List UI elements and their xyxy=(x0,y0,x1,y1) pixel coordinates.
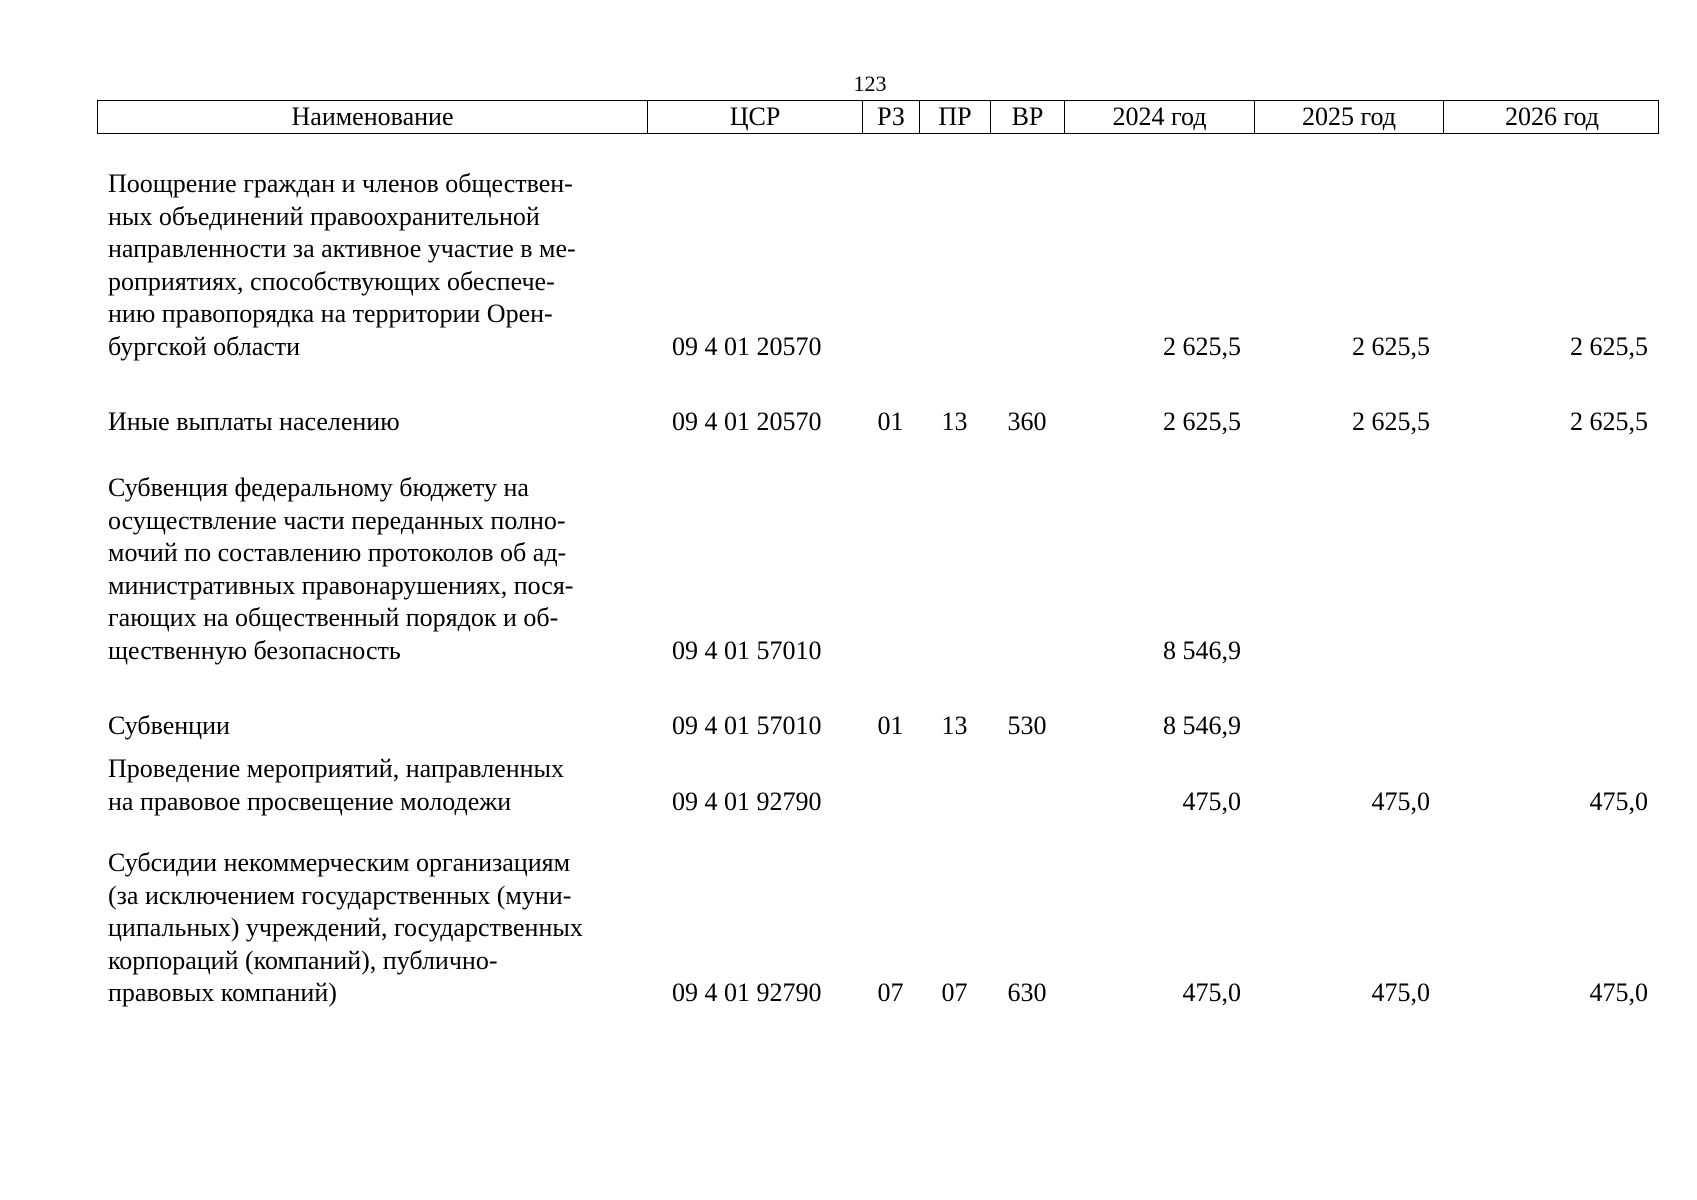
row-2026: 2 625,5 xyxy=(1570,331,1648,361)
row-vr: 630 xyxy=(1007,978,1047,1008)
row-pr: 07 xyxy=(941,978,968,1008)
header-vr: ВР xyxy=(991,101,1065,133)
table-header xyxy=(97,100,1659,134)
row-2024: 8 546,9 xyxy=(1163,711,1241,740)
row-vr: 360 xyxy=(1007,407,1047,436)
row-name: Субвенции xyxy=(108,711,230,740)
row-csr: 09 4 01 20570 xyxy=(672,331,822,361)
row-name: Проведение мероприятий, направленных на правовое просвещение молодежи xyxy=(108,754,565,816)
row-2026: 475,0 xyxy=(1589,978,1648,1008)
row-2025: 2 625,5 xyxy=(1352,407,1430,436)
row-rz: 01 xyxy=(877,407,904,436)
row-name: Субсидии некоммерческим организациям (за исключением государственных (муни- ципальных) учреждений, государственных корпораций (компаний), публично- правовых компаний) xyxy=(108,848,583,1008)
row-name: Иные выплаты населению xyxy=(108,407,400,436)
row-2024: 8 546,9 xyxy=(1163,635,1241,665)
header-2025: 2025 год xyxy=(1255,101,1444,133)
row-2025: 475,0 xyxy=(1371,786,1430,816)
row-2025: 2 625,5 xyxy=(1352,331,1430,361)
row-rz: 01 xyxy=(877,711,904,740)
row-2024: 2 625,5 xyxy=(1163,407,1241,436)
row-2025: 475,0 xyxy=(1371,978,1430,1008)
row-2024: 475,0 xyxy=(1182,786,1241,816)
header-csr: ЦСР xyxy=(648,101,863,133)
row-csr: 09 4 01 20570 xyxy=(672,407,822,436)
header-2024: 2024 год xyxy=(1065,101,1255,133)
row-pr: 13 xyxy=(941,407,968,436)
table-row xyxy=(97,753,1659,818)
row-csr: 09 4 01 92790 xyxy=(672,978,822,1008)
row-2026: 475,0 xyxy=(1589,786,1648,816)
row-rz: 07 xyxy=(877,978,904,1008)
header-2026: 2026 год xyxy=(1505,102,1599,131)
row-pr: 13 xyxy=(941,711,968,740)
page-number: 123 xyxy=(853,71,887,96)
row-2024: 2 625,5 xyxy=(1163,331,1241,361)
table-row xyxy=(97,847,1659,1010)
row-name: Поощрение граждан и членов обществен- ных объединений правоохранительной направленности за активное участие в ме- роприятиях, способствующих обеспече- нию правопорядка на территории Орен- бургской области xyxy=(108,169,576,361)
row-csr: 09 4 01 92790 xyxy=(672,786,822,816)
header-name: Наименование xyxy=(98,101,648,133)
row-csr: 09 4 01 57010 xyxy=(672,711,822,740)
table-row xyxy=(97,472,1659,668)
row-vr: 530 xyxy=(1007,711,1047,740)
row-csr: 09 4 01 57010 xyxy=(672,635,822,665)
table-row xyxy=(97,710,1659,743)
table-row xyxy=(97,168,1659,364)
table-row xyxy=(97,406,1659,439)
row-2026: 2 625,5 xyxy=(1570,407,1648,436)
row-name: Субвенция федеральному бюджету на осуществление части переданных полно- мочий по составлению протоколов об ад- министративных правонарушениях, пося- гающих на общественный порядок и об- щественную безопасность xyxy=(108,473,574,665)
header-rz: РЗ xyxy=(863,101,920,133)
row-2024: 475,0 xyxy=(1182,978,1241,1008)
header-pr: ПР xyxy=(920,101,991,133)
